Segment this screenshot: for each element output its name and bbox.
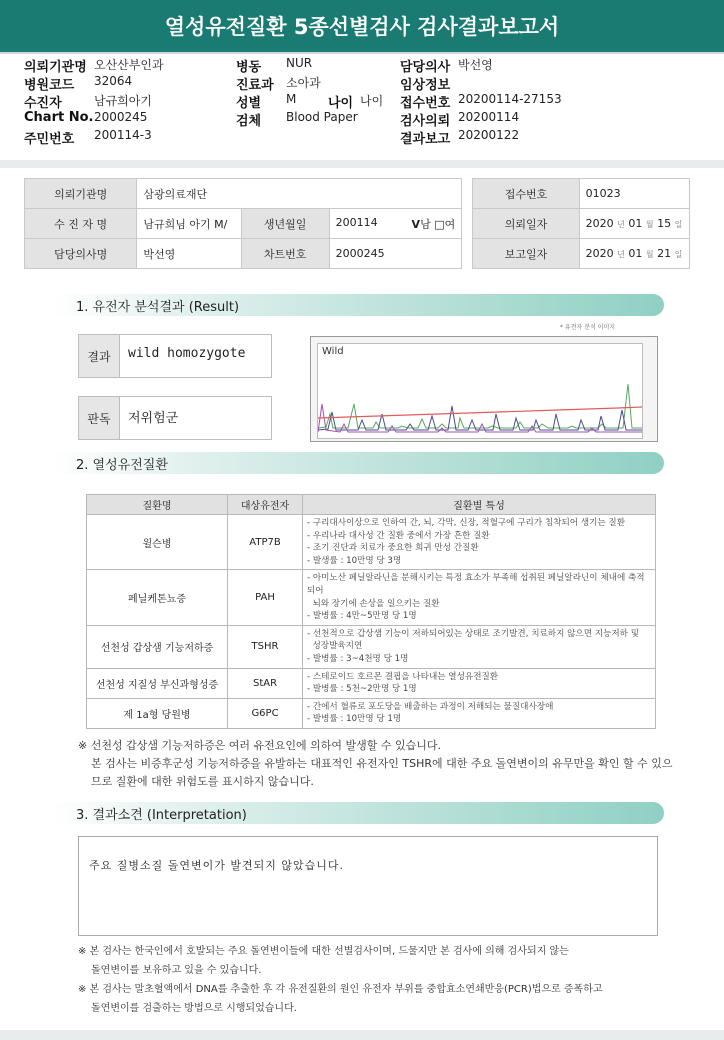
judge-box	[78, 396, 272, 440]
header-value: 소아과	[286, 76, 321, 90]
desc-line: 성장발육지연	[307, 641, 363, 652]
header-label: 병원코드	[24, 78, 75, 93]
trace-blue	[318, 406, 642, 430]
result-box	[78, 334, 272, 378]
date-unit: 월	[645, 220, 654, 229]
date-unit: 년	[617, 250, 625, 259]
gene-name: PAH	[228, 570, 303, 625]
header-label: 접수번호	[400, 96, 451, 111]
header-value: 박선영	[458, 58, 493, 72]
graph-label: Wild	[322, 346, 344, 357]
disease-name: 선천성 지질성 부신과형성증	[87, 668, 228, 698]
header-value: 남규희아기	[94, 94, 152, 108]
req-date-label: 의뢰일자	[473, 209, 579, 239]
birth-label: 생년월일	[241, 209, 329, 239]
header-label: 임상정보	[400, 78, 451, 93]
col-header-disease: 질환명	[87, 495, 228, 515]
gene-name: G6PC	[228, 698, 303, 728]
header-col-2	[236, 56, 383, 128]
desc-line: - 조기 진단과 치료가 중요한 희귀 만성 간질환	[307, 543, 479, 554]
date-unit: 일	[674, 250, 683, 259]
birth-cell	[329, 209, 462, 239]
note-line: 본 검사는 비증후군성 기능저하증을 유발하는 대표적인 유전자인 TSHR에 대한 주요 돌연변이의 유무만을 확인 할 수 있으	[91, 757, 673, 770]
header-value: 2000245	[94, 110, 148, 124]
recv-no-value: 01023	[579, 179, 689, 209]
gene-name: ATP7B	[228, 515, 303, 570]
header-label: 진료과	[236, 78, 274, 93]
header-value: NUR	[286, 56, 313, 70]
desc-line: - 간에서 혈류로 포도당을 배출하는 과정이 저해되는 물질대사장애	[307, 701, 554, 712]
header-value: 20200114	[458, 110, 520, 124]
result-value: wild homozygote	[128, 346, 246, 361]
disease-desc	[303, 668, 656, 698]
gene-name: StAR	[228, 668, 303, 698]
header-label: 검체	[236, 114, 262, 129]
trace-green	[318, 384, 642, 428]
desc-line: - 발병률 : 5천~2만명 당 1명	[307, 684, 417, 695]
desc-line: - 발생률 : 10만명 당 3명	[307, 555, 402, 566]
age-value: 나이	[360, 94, 384, 108]
footer-bar	[0, 1030, 724, 1040]
table-row	[87, 668, 656, 698]
analysis-graph	[310, 336, 658, 442]
note-line: 돌연변이를 보유하고 있을 수 있습니다.	[91, 965, 262, 976]
date-day: 15	[657, 217, 672, 230]
desc-line: - 선천적으로 갑상샘 기능이 저하되어있는 상태로 조기발견, 치료하지 않으면 지능저하 및	[307, 628, 640, 639]
sex-female: □여	[434, 217, 456, 231]
desc-line: - 우리나라 대사성 간 질환 중에서 가장 흔한 질환	[307, 530, 490, 541]
note-line: ※ 선천성 갑상샘 기능저하증은 여러 유전요인에 의하여 발생할 수 있습니다.	[78, 739, 441, 752]
note-line: ※ 본 검사는 한국인에서 호발되는 주요 돌연변이들에 대한 선별검사이며, 드물지만 본 검사에 의해 검사되지 않는	[78, 946, 569, 957]
inst-label: 의뢰기관명	[25, 179, 137, 209]
patient-value: 남규희님 아기	[143, 217, 211, 231]
section1-title: 1. 유전자 분석결과 (Result)	[52, 294, 664, 316]
header-label: 주민번호	[24, 132, 75, 147]
date-unit: 월	[645, 250, 654, 259]
note-line: 므로 질환에 대한 위험도를 표시하지 않습니다.	[91, 775, 314, 788]
note-line: 돌연변이를 검출하는 방법으로 시행되었습니다.	[91, 1003, 297, 1014]
header-label: 담당의사	[400, 60, 451, 75]
report-date	[579, 239, 689, 269]
table-row	[87, 625, 656, 668]
header-label: 수진자	[24, 96, 62, 111]
desc-line: - 아미노산 페닐알라닌을 분해시키는 특정 효소가 부족해 섭취된 페닐알라닌이 체내에 축적되어	[307, 573, 645, 596]
date-year: 2020	[585, 217, 614, 230]
judge-value: 저위험군	[128, 411, 179, 426]
header-value: 오산산부인과	[94, 58, 164, 72]
date-unit: 년	[617, 220, 625, 229]
header-separator	[0, 160, 724, 168]
age-label: 나이	[328, 96, 354, 111]
desc-line: - 스테로이드 호르몬 결핍을 나타내는 열성유전질환	[307, 671, 499, 682]
header-value: 200114-3	[94, 128, 152, 142]
gene-name: TSHR	[228, 625, 303, 668]
trace-red-baseline	[318, 407, 642, 418]
disease-desc	[303, 570, 656, 625]
table-row	[87, 570, 656, 625]
disease-desc	[303, 698, 656, 728]
header-label: 병동	[236, 60, 262, 75]
section3-title: 3. 결과소견 (Interpretation)	[52, 802, 664, 824]
header-value: 20200122	[458, 128, 520, 142]
patient-label: 수 진 자 명	[25, 209, 137, 239]
desc-line: 뇌와 장기에 손상을 일으키는 질환	[307, 598, 440, 609]
disease-table	[86, 494, 656, 729]
patient-sex: M/	[214, 217, 228, 231]
interpretation-box	[78, 836, 658, 936]
header-label: 성별	[236, 96, 262, 111]
header-value: 32064	[94, 74, 133, 88]
birth-value: 200114	[335, 215, 378, 229]
desc-line: - 구리대사이상으로 인하여 간, 뇌, 각막, 신장, 적혈구에 구리가 침착되어 생기는 질환	[307, 518, 626, 528]
inst-value: 삼광의료재단	[137, 179, 462, 209]
date-month: 01	[628, 247, 643, 260]
header-label: 검사의뢰	[400, 114, 451, 129]
disease-desc	[303, 625, 656, 668]
date-unit: 일	[674, 220, 683, 229]
doctor-label: 담당의사명	[25, 239, 137, 269]
disease-name: 제 1a형 당원병	[87, 698, 228, 728]
header-label: 의뢰기관명	[24, 60, 87, 75]
info-table	[24, 178, 690, 269]
col-header-desc: 질환별 특성	[303, 495, 656, 515]
graph-plot-area	[317, 343, 643, 439]
header-col-1	[24, 56, 164, 146]
header-value: Blood Paper	[286, 110, 358, 124]
disease-name: 윌슨병	[87, 515, 228, 570]
doctor-value: 박선영	[137, 239, 241, 269]
req-date	[579, 209, 689, 239]
sex-male: 남	[420, 217, 431, 231]
header-label: Chart No.	[24, 110, 94, 125]
patient-cell	[137, 209, 241, 239]
header-col-3	[400, 56, 562, 146]
section3-notes	[78, 942, 678, 1018]
image-caption: * 유전자 분석 이미지	[560, 324, 616, 331]
table-row	[87, 698, 656, 728]
header-value: 20200114-27153	[458, 92, 562, 106]
recv-no-label: 접수번호	[473, 179, 579, 209]
table-row	[87, 515, 656, 570]
desc-line: - 발병률 : 4만~5만명 당 1명	[307, 611, 417, 622]
disease-name: 선천성 갑상샘 기능저하증	[87, 625, 228, 668]
report-date-label: 보고일자	[473, 239, 579, 269]
col-header-gene: 대상유전자	[228, 495, 303, 515]
section2-title: 2. 열성유전질환	[52, 452, 664, 474]
date-month: 01	[628, 217, 643, 230]
disease-desc	[303, 515, 656, 570]
report-title: 열성유전질환 5종선별검사 검사결과보고서	[0, 0, 724, 52]
note-line: ※ 본 검사는 말초혈액에서 DNA를 추출한 후 각 유전질환의 원인 유전자 부위를 중합효소연쇄반응(PCR)법으로 증폭하고	[78, 984, 603, 995]
chart-value: 2000245	[329, 239, 462, 269]
result-label: 결과	[79, 335, 120, 377]
date-year: 2020	[585, 247, 614, 260]
header-block	[24, 56, 704, 152]
interpretation-text: 주요 질병소질 돌연변이가 발견되지 않았습니다.	[89, 859, 345, 872]
header-label: 결과보고	[400, 132, 451, 147]
electropherogram-svg	[318, 344, 642, 438]
sex-check-mark: V	[411, 217, 421, 231]
chart-label: 차트번호	[241, 239, 329, 269]
judge-label: 판독	[79, 397, 120, 439]
date-day: 21	[657, 247, 672, 260]
header-value: M	[286, 92, 297, 106]
desc-line: - 발병률 : 10만명 당 1명	[307, 714, 402, 725]
desc-line: - 발병률 : 3~4천명 당 1명	[307, 653, 409, 664]
section2-notes	[78, 737, 678, 791]
title-divider	[0, 52, 724, 54]
disease-name: 페닐케톤뇨증	[87, 570, 228, 625]
